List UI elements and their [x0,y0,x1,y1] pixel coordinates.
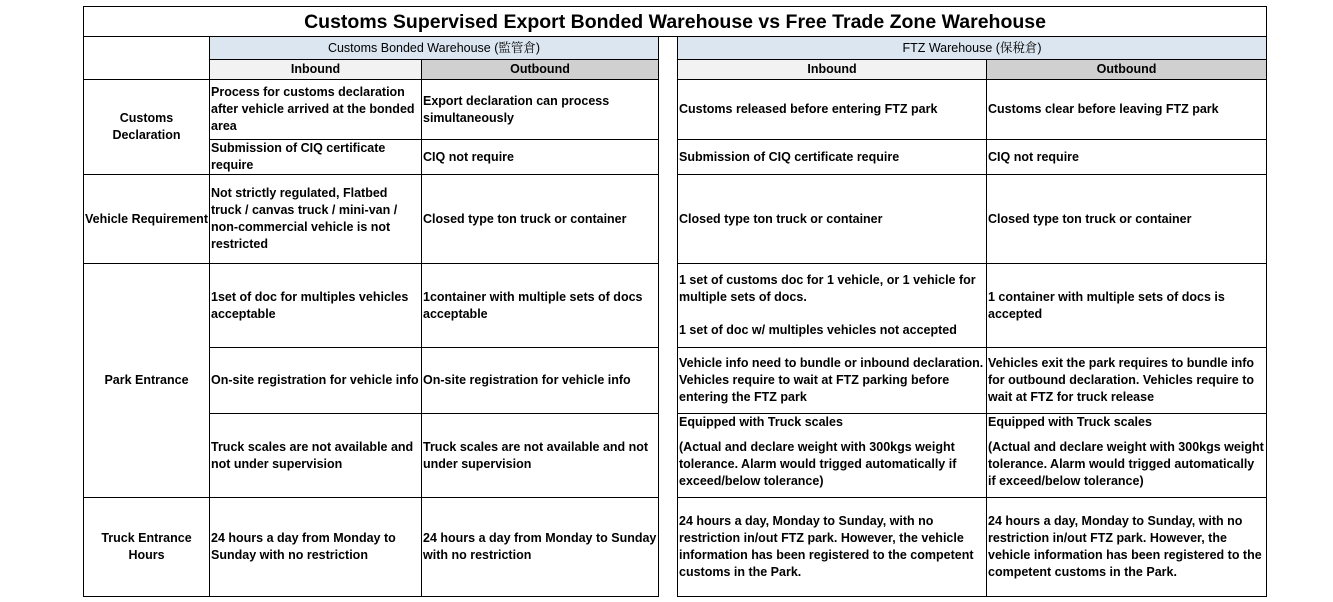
cell-r2-bonded-outbound: CIQ not require [422,140,659,175]
cell-r2-ftz-inbound: Submission of CIQ certificate require [678,140,987,175]
cell-r5-ftz-inbound: Vehicle info need to bundle or inbound declaration. Vehicles require to wait at FTZ parking before entering the FTZ park [678,348,987,414]
cell-r6-bonded-outbound: Truck scales are not available and not under supervision [422,414,659,498]
cell-r3-ftz-inbound: Closed type ton truck or container [678,175,987,264]
category-park-entrance: Park Entrance [84,264,210,498]
line-spacer [988,431,1265,439]
cell-r5-bonded-outbound: On-site registration for vehicle info [422,348,659,414]
corner-cell [84,37,210,80]
group-header-bonded: Customs Bonded Warehouse (監管倉) [210,37,659,60]
subheader-bonded-inbound: Inbound [210,60,422,80]
subheader-ftz-outbound: Outbound [987,60,1267,80]
cell-r3-bonded-outbound: Closed type ton truck or container [422,175,659,264]
cell-r3-ftz-outbound: Closed type ton truck or container [987,175,1267,264]
cell-r7-bonded-outbound: 24 hours a day from Monday to Sunday with no restriction [422,498,659,597]
cell-r6-ftz-inbound [678,414,987,498]
table-title: Customs Supervised Export Bonded Warehouse vs Free Trade Zone Warehouse [84,7,1267,37]
category-customs-declaration: Customs Declaration [84,80,210,175]
title-row [84,7,1267,37]
cell-r5-ftz-outbound: Vehicles exit the park requires to bundle info for outbound declaration. Vehicles require to wait at FTZ for truck release [987,348,1267,414]
category-vehicle-requirement: Vehicle Requirement [84,175,210,264]
cell-r6-ftz-inbound-line-2: (Actual and declare weight with 300kgs weight tolerance. Alarm would trigged automatically if exceed/below tolerance) [679,440,957,488]
line-spacer [679,431,985,439]
cell-r4-ftz-outbound: 1 container with multiple sets of docs is accepted [987,264,1267,348]
category-truck-entrance-hours: Truck Entrance Hours [84,498,210,597]
cell-r6-ftz-outbound-line-1: Equipped with Truck scales [988,415,1152,429]
cell-r1-bonded-outbound: Export declaration can process simultaneously [422,80,659,140]
group-header-row [84,37,1267,60]
line-spacer [679,306,985,322]
group-header-ftz: FTZ Warehouse (保稅倉) [678,37,1267,60]
cell-r7-ftz-inbound: 24 hours a day, Monday to Sunday, with no restriction in/out FTZ park. However, the vehicle information has been registered to the competent customs in the Park. [678,498,987,597]
cell-r4-bonded-inbound: 1set of doc for multiples vehicles acceptable [210,264,422,348]
cell-r6-ftz-outbound-line-2: (Actual and declare weight with 300kgs weight tolerance. Alarm would trigged automatically if exceed/below tolerance) [988,440,1264,488]
cell-r4-ftz-inbound [678,264,987,348]
cell-r6-ftz-outbound [987,414,1267,498]
column-gap [659,37,678,597]
cell-r1-ftz-inbound: Customs released before entering FTZ park [678,80,987,140]
cell-r4-ftz-inbound-line-1: 1 set of customs doc for 1 vehicle, or 1 vehicle for multiple sets of docs. [679,273,976,304]
cell-r7-bonded-inbound: 24 hours a day from Monday to Sunday with no restriction [210,498,422,597]
cell-r3-bonded-inbound: Not strictly regulated, Flatbed truck / canvas truck / mini-van / non-commercial vehicle is not restricted [210,175,422,264]
comparison-sheet [83,6,1266,597]
subheader-bonded-outbound: Outbound [422,60,659,80]
cell-r6-bonded-inbound: Truck scales are not available and not under supervision [210,414,422,498]
cell-r1-ftz-outbound: Customs clear before leaving FTZ park [987,80,1267,140]
cell-r4-bonded-outbound: 1container with multiple sets of docs acceptable [422,264,659,348]
cell-r4-ftz-inbound-line-2: 1 set of doc w/ multiples vehicles not accepted [679,323,957,337]
cell-r2-ftz-outbound: CIQ not require [987,140,1267,175]
comparison-table [83,6,1267,597]
cell-r2-bonded-inbound: Submission of CIQ certificate require [210,140,422,175]
cell-r6-ftz-inbound-line-1: Equipped with Truck scales [679,415,843,429]
cell-r1-bonded-inbound: Process for customs declaration after vehicle arrived at the bonded area [210,80,422,140]
cell-r7-ftz-outbound: 24 hours a day, Monday to Sunday, with no restriction in/out FTZ park. However, the vehicle information has been registered to the competent customs in the Park. [987,498,1267,597]
cell-r5-bonded-inbound: On-site registration for vehicle info [210,348,422,414]
subheader-ftz-inbound: Inbound [678,60,987,80]
